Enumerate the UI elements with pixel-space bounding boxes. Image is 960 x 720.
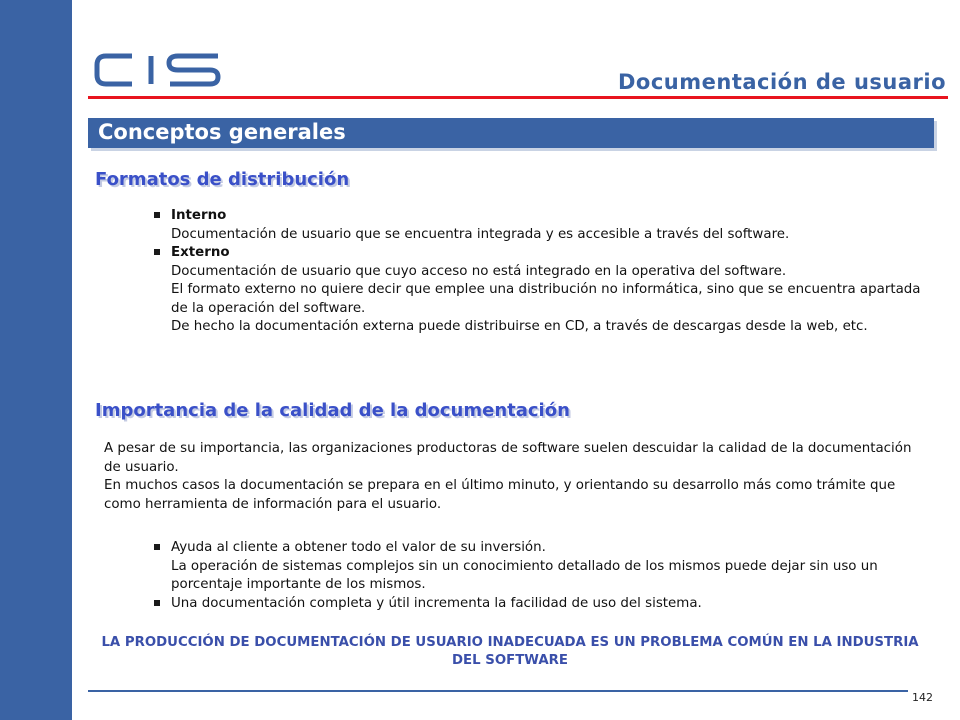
square-bullet-icon	[154, 544, 160, 550]
formats-list	[171, 207, 921, 337]
formats-heading: Formatos de distribución	[95, 169, 350, 190]
square-bullet-icon	[154, 249, 160, 255]
item-title: Externo	[171, 245, 230, 260]
item-text: Documentación de usuario que se encuentra integrada y es accesible a través del software.	[171, 226, 790, 242]
item-text: La operación de sistemas complejos sin un conocimiento detallado de los mismos puede dejar sin uso un porcentaje importante de los mismos.	[171, 558, 878, 592]
footer-divider	[88, 690, 908, 692]
page-title: Documentación de usuario	[617, 70, 946, 94]
item-text: Ayuda al cliente a obtener todo el valor de su inversión.	[171, 540, 546, 555]
item-text: Documentación de usuario que cuyo acceso no está integrado en la operativa del software.	[171, 263, 787, 279]
list-item	[171, 539, 896, 595]
left-sidebar-bar	[0, 0, 72, 720]
importance-list	[171, 539, 896, 613]
header-divider	[88, 96, 948, 99]
page-number: 142	[912, 691, 933, 704]
importance-heading: Importancia de la calidad de la documentación	[95, 400, 570, 421]
square-bullet-icon	[154, 212, 160, 218]
importance-intro	[104, 440, 914, 514]
item-text: De hecho la documentación externa puede distribuirse en CD, a través de descargas desde la web, etc.	[171, 319, 868, 334]
item-title: Interno	[171, 208, 227, 223]
paragraph: A pesar de su importancia, las organizaciones productoras de software suelen descuidar la calidad de la documentación de usuario.	[104, 441, 912, 475]
cis-logo	[94, 52, 224, 88]
conclusion-statement: LA PRODUCCIÓN DE DOCUMENTACIÓN DE USUARIO INADECUADA ES UN PROBLEMA COMÚN EN LA INDUSTRIA DEL SOFTWARE	[101, 635, 919, 668]
item-text: El formato externo no quiere decir que emplee una distribución no informática, sino que se encuentra apartada de la operación del software.	[171, 282, 921, 316]
item-text: Una documentación completa y útil incrementa la facilidad de uso del sistema.	[171, 595, 702, 611]
list-item	[171, 244, 921, 337]
paragraph: En muchos casos la documentación se prepara en el último minuto, y orientando su desarrollo más como trámite que como herramienta de información para el usuario.	[104, 478, 896, 512]
square-bullet-icon	[154, 600, 160, 606]
list-item	[171, 595, 896, 614]
section-title: Conceptos generales	[98, 120, 346, 144]
list-item	[171, 207, 921, 244]
section-band	[88, 118, 934, 148]
